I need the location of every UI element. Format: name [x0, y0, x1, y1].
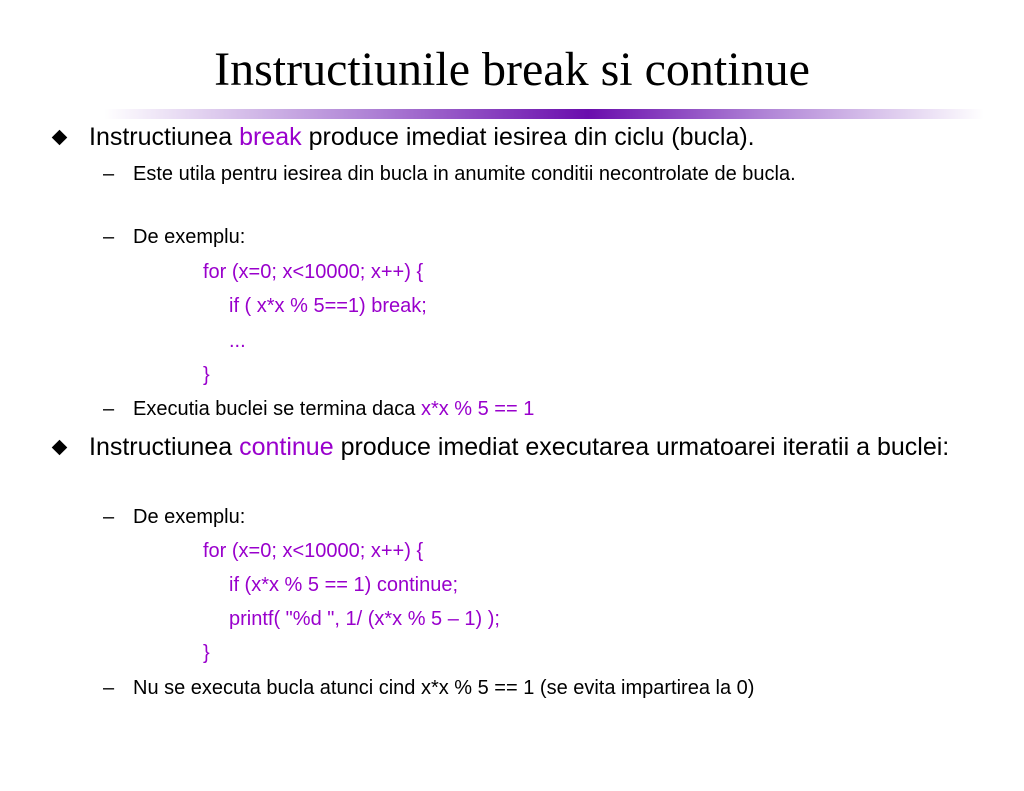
keyword-continue: continue	[239, 433, 334, 461]
code-continue-line-4: }	[203, 642, 210, 664]
code-break-line-4: }	[203, 364, 210, 386]
bullet-break-pre: Instructiunea	[89, 123, 240, 151]
sub-continue-note: Nu se executa bucla atunci cind x*x % 5 == 1 (se evita impartirea la 0)	[133, 677, 755, 699]
keyword-break: break	[239, 123, 302, 151]
sub-break-terminates-text: Executia buclei se termina daca	[133, 398, 421, 420]
bullet-break-post: produce imediat iesirea din ciclu (bucla).	[301, 123, 755, 151]
code-break-line-3: ...	[229, 330, 246, 352]
sub-break-useful: Este utila pentru iesirea din bucla in anumite conditii necontrolate de bucla.	[133, 163, 796, 185]
sub-break-terminates-code: x*x % 5 == 1	[420, 398, 535, 420]
code-continue-line-3: printf( "%d ", 1/ (x*x % 5 – 1) );	[229, 608, 500, 630]
sub-break-terminates	[133, 396, 933, 423]
dash-icon: –	[103, 398, 115, 420]
sub-continue-example: De exemplu:	[133, 506, 246, 528]
dash-icon: –	[103, 226, 115, 248]
bullet-continue-pre: Instructiunea	[89, 433, 240, 461]
code-break-line-1: for (x=0; x<10000; x++) {	[203, 261, 424, 283]
dash-icon: –	[103, 506, 115, 528]
sub-break-example: De exemplu:	[133, 226, 246, 248]
code-continue-line-1: for (x=0; x<10000; x++) {	[203, 540, 424, 562]
diamond-bullet-icon	[52, 130, 68, 146]
slide-title: Instructiunile break si continue	[214, 43, 810, 96]
dash-icon: –	[103, 163, 115, 185]
bullet-continue	[89, 432, 959, 462]
bullet-break	[89, 122, 969, 152]
code-break-line-2: if ( x*x % 5==1) break;	[229, 295, 427, 317]
title-underline	[104, 109, 984, 119]
diamond-bullet-icon	[52, 440, 68, 456]
code-continue-line-2: if (x*x % 5 == 1) continue;	[229, 574, 459, 596]
dash-icon: –	[103, 677, 115, 699]
bullet-continue-post: produce imediat executarea urmatoarei iteratii a buclei:	[333, 433, 950, 461]
